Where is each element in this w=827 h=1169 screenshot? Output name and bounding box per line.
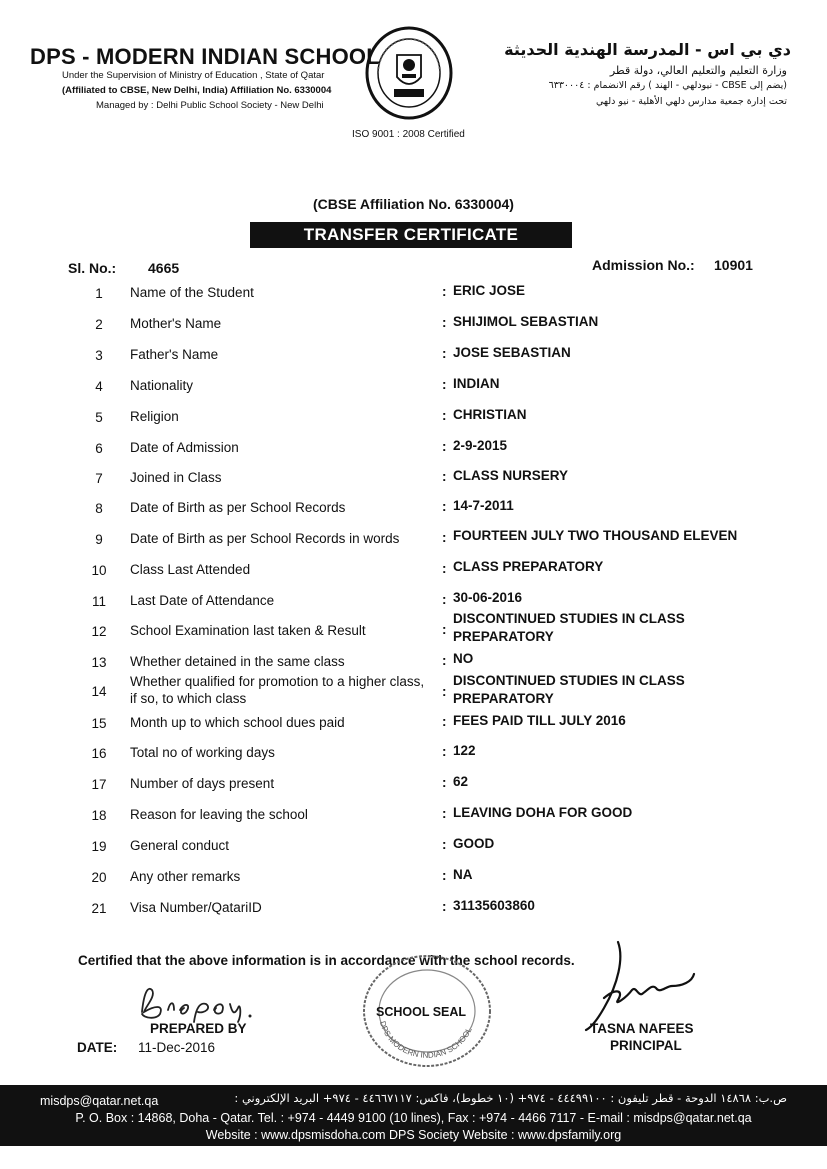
row-label: Any other remarks [130,869,241,884]
table-row: 17 Number of days present : 62 [0,775,827,795]
footer-arabic-contact: ص.ب: ١٤٨٦٨ الدوحة - قطر تليفون : ٤٤٤٩٩١٠٠ - ٩٧٤+ (١٠ خطوط)، فاكس: ٤٤٦٦٧١١٧ - ٩٧٤+ البريد الإلكتروني : [234,1091,787,1105]
row-label: Name of the Student [130,285,254,300]
school-crest-icon [364,25,454,121]
footer-email: misdps@qatar.net.qa [40,1094,159,1108]
school-sub-line-1: Under the Supervision of Ministry of Education , State of Qatar [62,70,325,81]
table-row: 21 Visa Number/QatariID : 31135603860 [0,899,827,919]
row-value-continued: PREPARATORY [453,629,554,644]
row-label: Last Date of Attendance [130,593,275,608]
principal-name: TASNA NAFEES [590,1021,694,1036]
row-value: CHRISTIAN [453,407,527,422]
row-label: Joined in Class [130,470,222,485]
table-row: 1 Name of the Student : ERIC JOSE [0,284,827,304]
row-number: 21 [91,901,107,916]
row-number: 6 [95,441,103,456]
table-row: 3 Father's Name : JOSE SEBASTIAN [0,346,827,366]
row-label: Visa Number/QatariID [130,900,262,915]
row-label: Whether detained in the same class [130,654,345,669]
row-label: Date of Birth as per School Records in words [130,531,400,546]
row-value: 2-9-2015 [453,438,508,453]
row-number: 11 [91,594,106,609]
serial-number-value: 4665 [148,260,180,276]
date-value: 11-Dec-2016 [138,1040,216,1055]
row-number: 20 [91,870,107,885]
row-label: General conduct [130,838,230,853]
table-row: 15 Month up to which school dues paid : FEES PAID TILL JULY 2016 [0,714,827,734]
row-number: 15 [91,716,107,731]
school-name-ar: دي بي اس - المدرسة الهندية الحديثة [504,40,791,59]
row-value: 122 [453,743,476,758]
row-label: Class Last Attended [130,562,251,577]
cbse-affiliation: (CBSE Affiliation No. 6330004) [313,196,514,212]
footer-websites: Website : www.dpsmisdoha.com DPS Society Website : www.dpsfamily.org [205,1128,622,1142]
row-value: 30-06-2016 [453,590,523,605]
row-number: 2 [95,317,103,332]
row-number: 12 [91,624,107,639]
row-value: FEES PAID TILL JULY 2016 [453,713,626,728]
row-value: CLASS PREPARATORY [453,559,604,574]
row-label: Whether qualified for promotion to a higher class, [130,674,425,689]
principal-signature-icon [582,938,702,1034]
row-number: 7 [95,471,103,486]
table-row: 19 General conduct : GOOD [0,837,827,857]
footer-contact-bar [0,1085,827,1146]
row-number: 18 [91,808,107,823]
table-row: 11 Last Date of Attendance : 30-06-2016 [0,592,827,612]
date-label: DATE: [77,1040,118,1055]
table-row: 13 Whether detained in the same class : NO [0,653,827,673]
table-row: 12 School Examination last taken & Result : DISCONTINUED STUDIES IN CLASS PREPARATORY [0,622,827,642]
row-value: NO [453,651,474,666]
row-label: Reason for leaving the school [130,807,308,822]
seal-ring-text: DPS-MODERN INDIAN SCHOOL [377,1020,474,1060]
row-value: 31135603860 [453,898,535,913]
row-value: SHIJIMOL SEBASTIAN [453,314,599,329]
row-value: 14-7-2011 [453,498,514,513]
row-value: JOSE SEBASTIAN [453,345,571,360]
footer-address: P. O. Box : 14868, Doha - Qatar. Tel. : +974 - 4449 9100 (10 lines), Fax : +974 - 4466 7117 - E-mail : misdps@qatar.net.qa [75,1111,752,1125]
row-number: 4 [95,379,103,394]
row-label: Mother's Name [130,316,222,331]
row-value: LEAVING DOHA FOR GOOD [453,805,633,820]
school-ar-line-1: وزارة التعليم والتعليم العالي، دولة قطر [609,64,787,77]
row-label-continued: if so, to which class [130,691,247,706]
row-value: CLASS NURSERY [453,468,569,483]
table-row: 9 Date of Birth as per School Records in words : FOURTEEN JULY TWO THOUSAND ELEVEN [0,530,827,550]
svg-text:DPS-MODERN INDIAN SCHOOL [378,1020,474,1060]
row-number: 17 [91,777,107,792]
row-value: FOURTEEN JULY TWO THOUSAND ELEVEN [453,528,738,543]
table-row: 20 Any other remarks : NA [0,868,827,888]
row-label: Father's Name [130,347,219,362]
row-number: 13 [91,655,107,670]
table-row: 5 Religion : CHRISTIAN [0,408,827,428]
table-row: 7 Joined in Class : CLASS NURSERY [0,469,827,489]
row-number: 19 [91,839,107,854]
row-value: INDIAN [453,376,500,391]
row-value: ERIC JOSE [453,283,526,298]
table-row: 14 Whether qualified for promotion to a higher class, if so, to which class : DISCONTINUED STUDIES IN CLASS PREPARATORY [0,684,827,704]
table-row: 8 Date of Birth as per School Records : 14-7-2011 [0,499,827,519]
principal-title: PRINCIPAL [610,1038,682,1053]
row-number: 16 [91,746,107,761]
iso-certification: ISO 9001 : 2008 Certified [352,129,465,140]
row-value-continued: PREPARATORY [453,691,554,706]
row-value: 62 [453,774,469,789]
row-number: 3 [95,348,103,363]
school-sub-line-2: (Affiliated to CBSE, New Delhi, India) Affiliation No. 6330004 [62,85,332,96]
school-sub-line-3: Managed by : Delhi Public School Society - New Delhi [96,100,324,111]
school-ar-line-3: تحت إدارة جمعية مدارس دلهي الأهلية - نيو دلهي [595,96,787,107]
school-ar-line-2: (يضم إلى CBSE - نيودلهي - الهند ) رقم الانضمام : ٦٣٣٠٠٠٤ [548,80,787,91]
prepared-by-label: PREPARED BY [150,1021,247,1036]
school-seal-label: SCHOOL SEAL [376,1005,467,1019]
row-number: 1 [95,286,103,301]
serial-number-label: Sl. No.: [68,260,117,276]
row-number: 14 [91,684,107,699]
row-number: 10 [91,563,107,578]
table-row: 16 Total no of working days : 122 [0,744,827,764]
admission-number-label: Admission No.: [592,257,695,273]
table-row: 10 Class Last Attended : CLASS PREPARATORY [0,561,827,581]
row-label: School Examination last taken & Result [130,623,366,638]
table-row: 18 Reason for leaving the school : LEAVING DOHA FOR GOOD [0,806,827,826]
row-label: Religion [130,409,179,424]
document-title: TRANSFER CERTIFICATE [250,222,572,248]
row-label: Month up to which school dues paid [130,715,345,730]
row-label: Date of Birth as per School Records [130,500,346,515]
preparer-signature-icon [134,982,274,1024]
row-number: 8 [95,501,103,516]
row-number: 9 [95,532,103,547]
table-row: 6 Date of Admission : 2-9-2015 [0,439,827,459]
certification-statement: Certified that the above information is in accordance with the school records. [78,953,575,968]
school-name-en: DPS - MODERN INDIAN SCHOOL [30,44,380,69]
row-number: 5 [95,410,103,425]
row-label: Number of days present [130,776,275,791]
row-label: Nationality [130,378,194,393]
row-label: Date of Admission [130,440,239,455]
row-value: DISCONTINUED STUDIES IN CLASS [453,611,685,626]
row-value: GOOD [453,836,495,851]
table-row: 4 Nationality : INDIAN [0,377,827,397]
row-label: Total no of working days [130,745,275,760]
admission-number-value: 10901 [714,257,753,273]
row-value: DISCONTINUED STUDIES IN CLASS [453,673,685,688]
row-value: NA [453,867,473,882]
table-row: 2 Mother's Name : SHIJIMOL SEBASTIAN [0,315,827,335]
